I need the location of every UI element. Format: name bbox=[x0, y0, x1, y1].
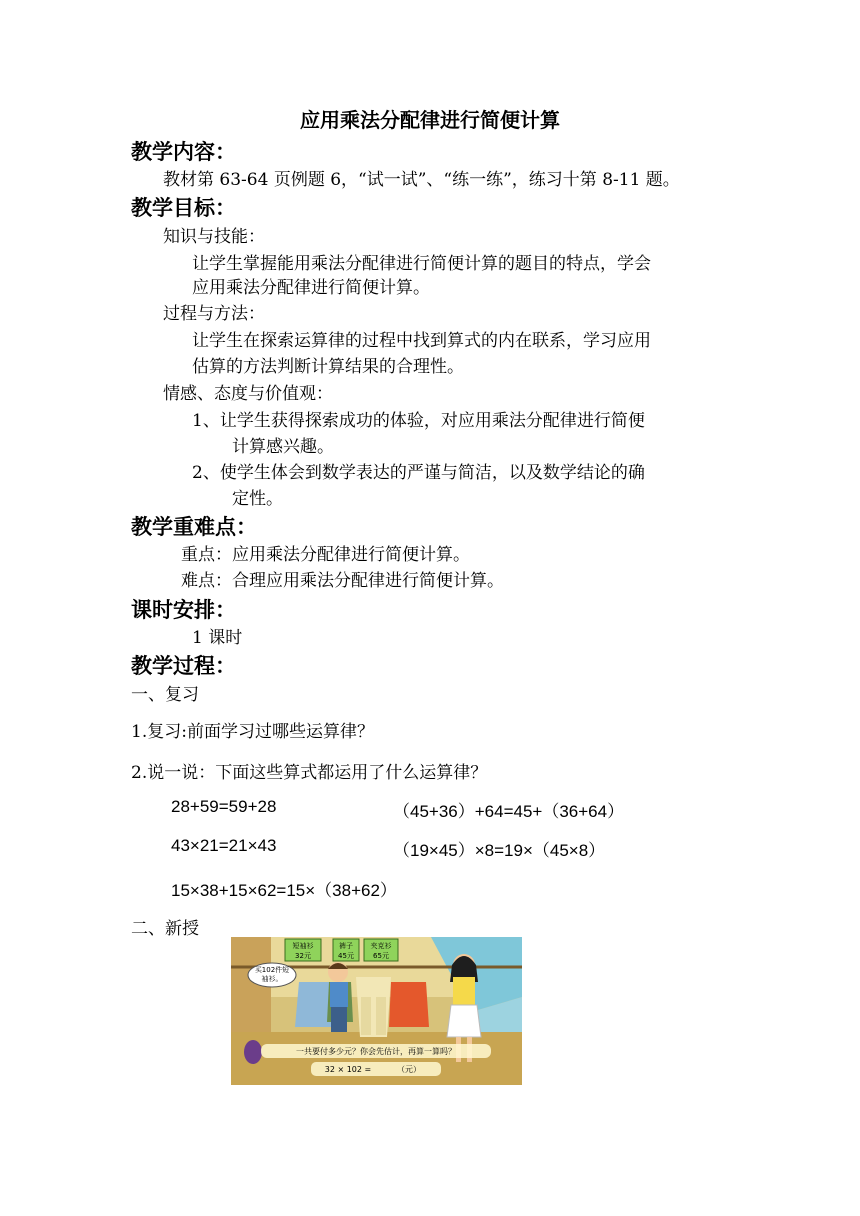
goal3-item1-line2: 计算感兴趣。 bbox=[232, 437, 334, 457]
goal2-line2: 估算的方法判断计算结果的合理性。 bbox=[192, 357, 464, 377]
formula-text: 32 × 102 = bbox=[324, 1065, 372, 1074]
content-text: 教材第 63-64 页例题 6，“试一试”、“练一练”，练习十第 8-11 题。 bbox=[163, 170, 680, 190]
key-heading: 教学重难点： bbox=[131, 515, 257, 539]
sign-2-name: 裤子 bbox=[339, 942, 353, 950]
sign-1-price: 32元 bbox=[295, 952, 311, 960]
goal1-line1: 让学生掌握能用乘法分配律进行简便计算的题目的特点，学会 bbox=[192, 254, 651, 274]
content-heading: 教学内容： bbox=[131, 140, 236, 164]
difficult-point: 难点：合理应用乘法分配律进行简便计算。 bbox=[181, 571, 504, 591]
equation-5: 15×38+15×62=15×（38+62） bbox=[171, 881, 397, 900]
unit-text: （元） bbox=[397, 1065, 421, 1074]
goal1-label: 知识与技能： bbox=[163, 227, 265, 247]
question-caption: 一共要付多少元？你会先估计，再算一算吗？ bbox=[296, 1047, 456, 1056]
new-lesson-heading: 二、新授 bbox=[131, 919, 199, 939]
sign-3-price: 65元 bbox=[373, 952, 389, 960]
review-question-2: 2.说一说：下面这些算式都运用了什么运算律？ bbox=[131, 763, 488, 783]
bubble-line-2: 袖衫。 bbox=[261, 975, 283, 983]
goal3-item1-line1: 1、让学生获得探索成功的体验，对应用乘法分配律进行简便 bbox=[192, 411, 645, 431]
key-point: 重点：应用乘法分配律进行简便计算。 bbox=[181, 545, 470, 565]
goal2-line1: 让学生在探索运算律的过程中找到算式的内在联系，学习应用 bbox=[192, 331, 651, 351]
bubble-line-1: 买102件短 bbox=[254, 966, 290, 974]
review-heading: 一、复习 bbox=[131, 685, 199, 705]
goal3-item2-line2: 定性。 bbox=[232, 489, 283, 509]
review-question-1: 1.复习:前面学习过哪些运算律？ bbox=[131, 722, 374, 742]
goal2-label: 过程与方法： bbox=[163, 304, 265, 324]
schedule-heading: 课时安排： bbox=[131, 598, 236, 622]
page-title: 应用乘法分配律进行简便计算 bbox=[300, 108, 560, 132]
equation-4: （19×45）×8=19×（45×8） bbox=[393, 841, 606, 860]
goal3-item2-line1: 2、使学生体会到数学表达的严谨与简洁，以及数学结论的确 bbox=[192, 463, 645, 483]
equation-2: （45+36）+64=45+（36+64） bbox=[393, 802, 625, 821]
schedule-text: 1 课时 bbox=[192, 628, 243, 648]
sign-1-name: 短袖衫 bbox=[292, 942, 314, 950]
shopping-illustration bbox=[231, 937, 522, 1085]
goal3-label: 情感、态度与价值观： bbox=[163, 384, 333, 404]
process-heading: 教学过程： bbox=[131, 654, 236, 678]
equation-1: 28+59=59+28 bbox=[171, 797, 277, 816]
goals-heading: 教学目标： bbox=[131, 196, 236, 220]
equation-3: 43×21=21×43 bbox=[171, 836, 277, 855]
sign-2-price: 45元 bbox=[338, 952, 354, 960]
sign-3-name: 夹克衫 bbox=[370, 942, 392, 950]
goal1-line2: 应用乘法分配律进行简便计算。 bbox=[192, 278, 430, 298]
